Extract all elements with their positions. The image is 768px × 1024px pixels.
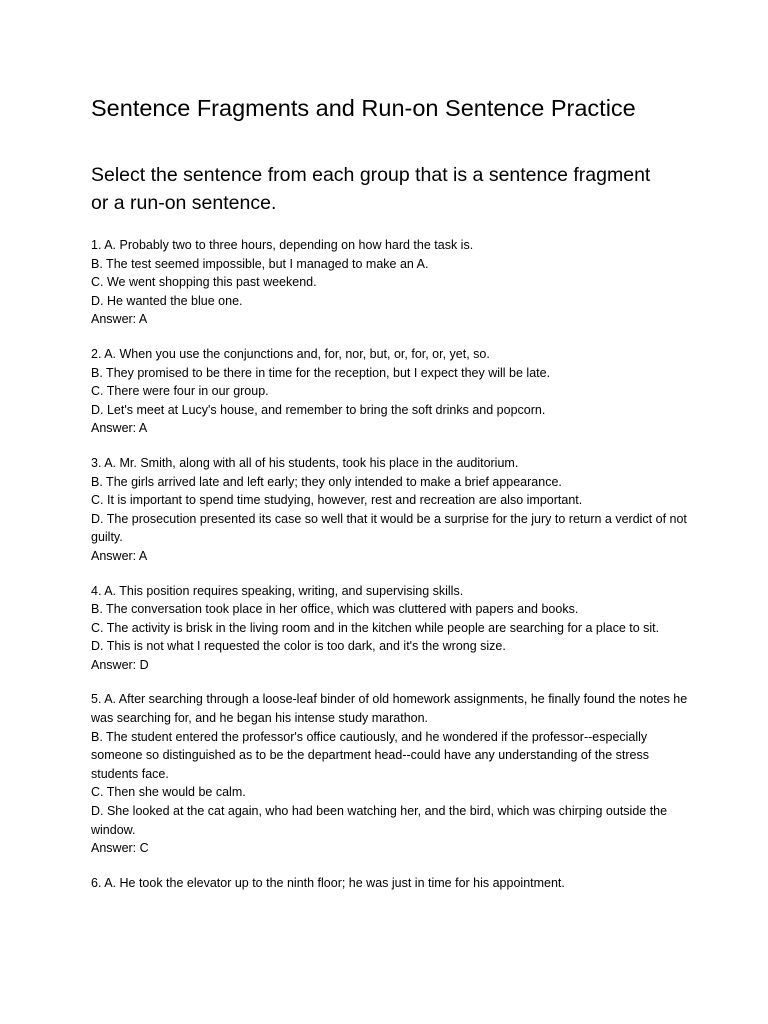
question-line: C. It is important to spend time studying, however, rest and recreation are also important. xyxy=(91,493,583,508)
question-line: C. There were four in our group. xyxy=(91,384,269,399)
document-title: Sentence Fragments and Run-on Sentence Practice xyxy=(91,95,636,121)
question-line: 5. A. After searching through a loose-leaf binder of old homework assignments, he finally found the notes he was searching for, and he began his intense study marathon. xyxy=(91,692,688,726)
question-4 xyxy=(91,582,691,675)
question-line: C. Then she would be calm. xyxy=(91,785,246,800)
question-line: C. The activity is brisk in the living room and in the kitchen while people are searching for a place to sit. xyxy=(91,620,660,635)
answer-line: Answer: A xyxy=(91,421,148,436)
question-5 xyxy=(91,690,691,857)
question-line: D. He wanted the blue one. xyxy=(91,293,243,308)
answer-line: Answer: A xyxy=(91,548,148,563)
question-line: D. This is not what I requested the color is too dark, and it's the wrong size. xyxy=(91,639,506,654)
question-3 xyxy=(91,454,691,566)
question-line: 3. A. Mr. Smith, along with all of his students, took his place in the auditorium. xyxy=(91,455,519,470)
answer-line: Answer: D xyxy=(91,657,149,672)
question-line: C. We went shopping this past weekend. xyxy=(91,275,317,290)
question-line: 6. A. He took the elevator up to the ninth floor; he was just in time for his appointment. xyxy=(91,875,565,890)
answer-line: Answer: C xyxy=(91,841,149,856)
question-1 xyxy=(91,236,691,329)
question-line: B. The student entered the professor's office cautiously, and he wondered if the professor--especially someone so distinguished as to be the department head--could have any understanding of the stress students face. xyxy=(91,729,649,781)
question-line: 4. A. This position requires speaking, writing, and supervising skills. xyxy=(91,583,464,598)
question-line: B. The test seemed impossible, but I managed to make an A. xyxy=(91,256,429,271)
question-line: D. She looked at the cat again, who had been watching her, and the bird, which was chirping outside the window. xyxy=(91,804,668,837)
question-line: D. The prosecution presented its case so well that it would be a surprise for the jury to return a verdict of not guilty. xyxy=(91,511,687,545)
question-list xyxy=(91,236,691,908)
question-line: B. The girls arrived late and left early; they only intended to make a brief appearance. xyxy=(91,474,562,489)
question-line: B. The conversation took place in her office, which was cluttered with papers and books. xyxy=(91,602,579,617)
instructions-heading: Select the sentence from each group that is a sentence fragment or a run-on sentence. xyxy=(91,164,651,214)
question-6 xyxy=(91,874,691,893)
question-2 xyxy=(91,345,691,438)
question-line: B. They promised to be there in time for the reception, but I expect they will be late. xyxy=(91,365,551,380)
answer-line: Answer: A xyxy=(91,312,148,327)
question-line: 2. A. When you use the conjunctions and, for, nor, but, or, for, or, yet, so. xyxy=(91,346,490,361)
question-line: D. Let's meet at Lucy's house, and remember to bring the soft drinks and popcorn. xyxy=(91,402,546,417)
question-line: 1. A. Probably two to three hours, depending on how hard the task is. xyxy=(91,238,474,252)
